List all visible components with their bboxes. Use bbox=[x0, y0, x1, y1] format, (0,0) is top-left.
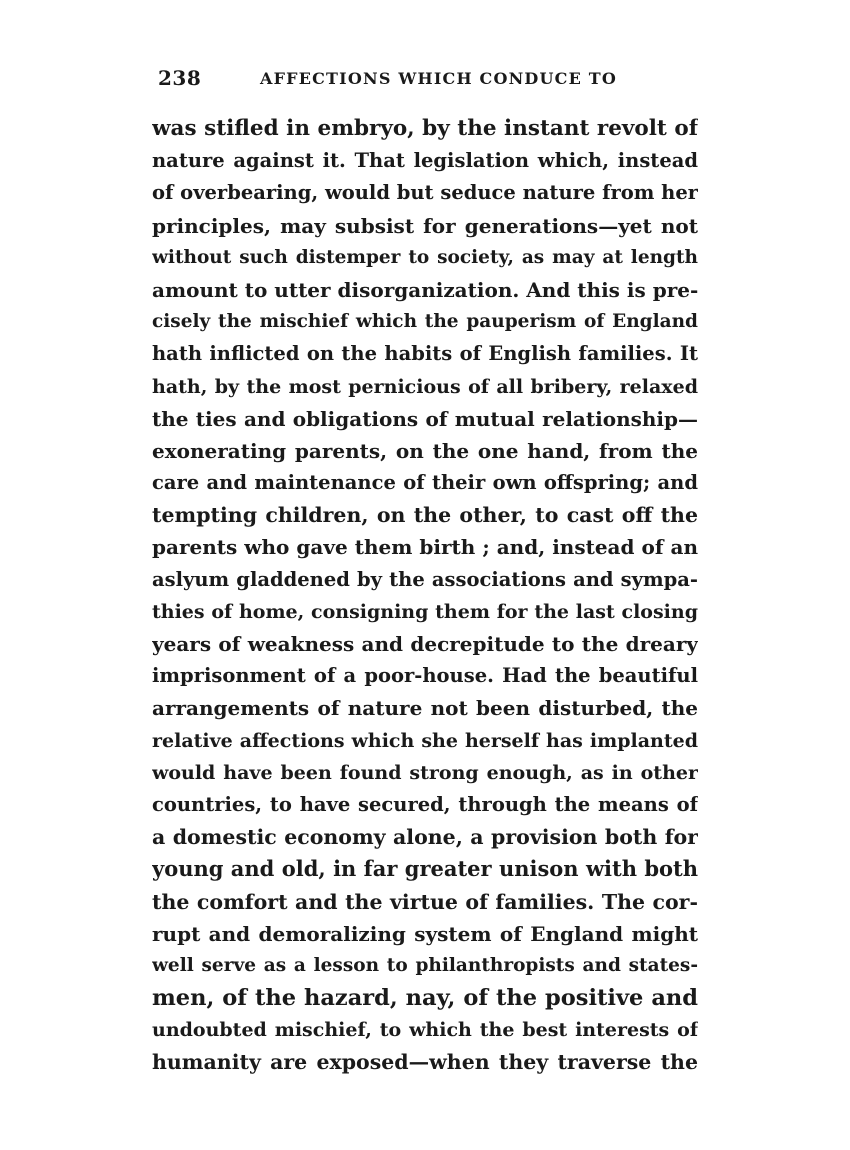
page-number: 238 bbox=[158, 66, 202, 90]
text-line: hath, by the most pernicious of all bribery, relaxed bbox=[152, 375, 698, 398]
running-title: AFFECTIONS WHICH CONDUCE TO bbox=[260, 69, 618, 88]
text-line: rupt and demoralizing system of England might bbox=[152, 921, 698, 946]
text-line: care and maintenance of their own offspring; and bbox=[152, 471, 698, 495]
text-line: principles, may subsist for generations—yet not bbox=[152, 213, 698, 238]
text-line: hath inflicted on the habits of English families. It bbox=[152, 342, 698, 366]
text-line: imprisonment of a poor-house. Had the beautiful bbox=[152, 664, 698, 688]
text-line: tempting children, on the other, to cast off the bbox=[152, 503, 698, 528]
text-line: men, of the hazard, nay, of the positive and bbox=[152, 985, 698, 1012]
text-line: the comfort and the virtue of families. The cor- bbox=[152, 889, 698, 914]
text-line: the ties and obligations of mutual relationship— bbox=[152, 406, 698, 431]
text-line: young and old, in far greater unison with both bbox=[152, 856, 698, 882]
text-line: was stifled in embryo, by the instant revolt of bbox=[152, 116, 698, 141]
text-line: would have been found strong enough, as in other bbox=[152, 761, 698, 784]
running-head bbox=[158, 66, 698, 96]
text-line: years of weakness and decrepitude to the dreary bbox=[152, 632, 698, 656]
text-line: thies of home, consigning them for the last closing bbox=[152, 600, 698, 623]
text-line: parents who gave them birth ; and, instead of an bbox=[152, 535, 698, 560]
text-line: cisely the mischief which the pauperism of England bbox=[152, 311, 698, 333]
text-line: arrangements of nature not been disturbed, the bbox=[152, 696, 698, 721]
text-line: without such distemper to society, as may at length bbox=[152, 246, 698, 268]
text-line: countries, to have secured, through the means of bbox=[152, 792, 698, 816]
text-line: amount to utter disorganization. And this is pre- bbox=[152, 277, 698, 302]
text-line: undoubted mischief, to which the best interests of bbox=[152, 1019, 698, 1042]
body-text bbox=[152, 113, 698, 1079]
text-line: nature against it. That legislation which, instead bbox=[152, 149, 698, 173]
text-line: well serve as a lesson to philanthropists and states- bbox=[152, 954, 698, 976]
text-line: a domestic economy alone, a provision both for bbox=[152, 825, 698, 850]
text-line: aslyum gladdened by the associations and sympa- bbox=[152, 567, 698, 591]
text-line: humanity are exposed—when they traverse the bbox=[152, 1050, 698, 1075]
text-line: of overbearing, would but seduce nature from her bbox=[152, 181, 698, 205]
text-line: relative affections which she herself has implanted bbox=[152, 729, 698, 752]
text-line: exonerating parents, on the one hand, from the bbox=[152, 438, 698, 463]
